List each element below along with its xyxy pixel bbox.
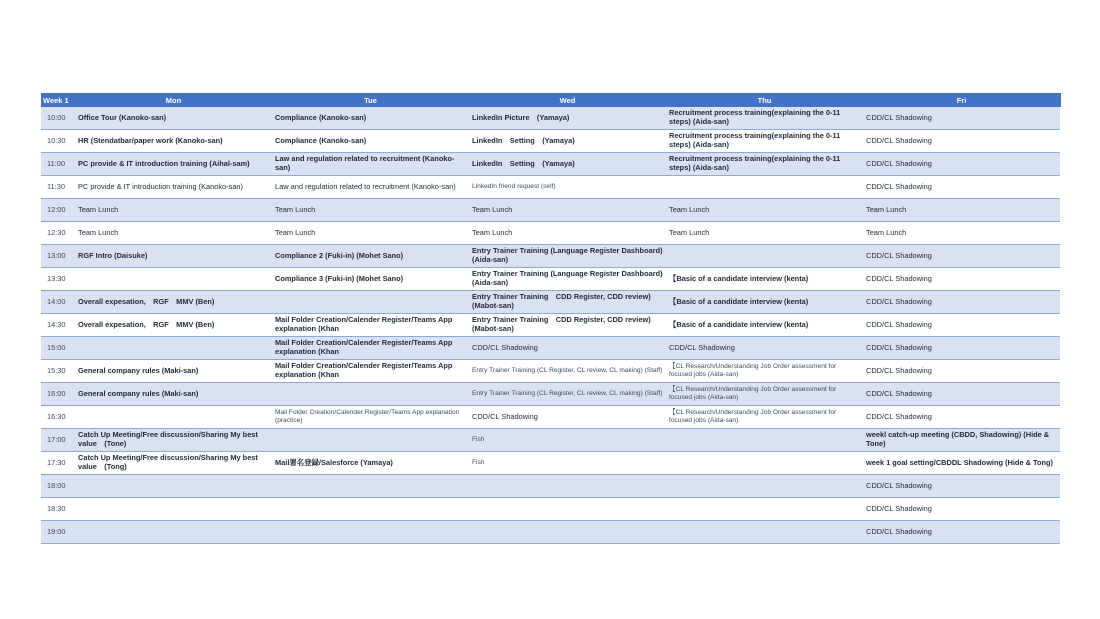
table-row xyxy=(41,521,1060,544)
fri-cell: CDD/CL Shadowing xyxy=(863,475,1060,498)
wed-cell: LinkedIn Setting (Yamaya) xyxy=(469,153,666,176)
mon-cell xyxy=(75,498,272,521)
wed-cell: LinkedIn Picture (Yamaya) xyxy=(469,107,666,130)
mon-cell xyxy=(75,475,272,498)
week-label: Week 1 xyxy=(41,93,75,107)
table-row xyxy=(41,199,1060,222)
tue-cell: Compliance (Kanoko-san) xyxy=(272,130,469,153)
fri-cell: CDD/CL Shadowing xyxy=(863,153,1060,176)
wed-cell: Team Lunch xyxy=(469,222,666,245)
fri-cell: CDD/CL Shadowing xyxy=(863,314,1060,337)
mon-cell: RGF Intro (Daisuke) xyxy=(75,245,272,268)
table-row xyxy=(41,406,1060,429)
day-header-wed: Wed xyxy=(469,93,666,107)
day-header-thu: Thu xyxy=(666,93,863,107)
thu-cell: Recruitment process training(explaining the 0-11 steps) (Aida-san) xyxy=(666,153,863,176)
tue-cell: Law and regulation related to recruitment (Kanoko-san) xyxy=(272,153,469,176)
tue-cell: Compliance 3 (Fuki-in) (Mohet Sano) xyxy=(272,268,469,291)
table-row xyxy=(41,475,1060,498)
fri-cell: CDD/CL Shadowing xyxy=(863,291,1060,314)
time-cell: 15:30 xyxy=(41,360,75,383)
thu-cell xyxy=(666,521,863,544)
table-row xyxy=(41,107,1060,130)
mon-cell: Overall expesation, RGF MMV (Ben) xyxy=(75,291,272,314)
table-row xyxy=(41,130,1060,153)
mon-cell: HR (Stendatbar/paper work (Kanoko-san) xyxy=(75,130,272,153)
wed-cell: Entry Trainer Training (CL Register, CL review, CL making) (Staff) xyxy=(469,360,666,383)
table-row xyxy=(41,176,1060,199)
wed-cell: Entry Trainer Training (Language Register Dashboard) (Aida-san) xyxy=(469,245,666,268)
time-cell: 19:00 xyxy=(41,521,75,544)
time-cell: 14:00 xyxy=(41,291,75,314)
table-row xyxy=(41,360,1060,383)
table-row xyxy=(41,383,1060,406)
thu-cell: 【Basic of a candidate interview (kenta) xyxy=(666,314,863,337)
wed-cell xyxy=(469,498,666,521)
wed-cell: Fish xyxy=(469,452,666,475)
wed-cell: Entry Trainer Training CDD Register, CDD review) (Mabot-san) xyxy=(469,314,666,337)
time-cell: 13:00 xyxy=(41,245,75,268)
mon-cell xyxy=(75,337,272,360)
time-cell: 12:00 xyxy=(41,199,75,222)
thu-cell xyxy=(666,429,863,452)
mon-cell: PC provide & IT introduction training (Aihal-sam) xyxy=(75,153,272,176)
table-row xyxy=(41,429,1060,452)
fri-cell: Team Lunch xyxy=(863,199,1060,222)
fri-cell: CDD/CL Shadowing xyxy=(863,130,1060,153)
fri-cell: Team Lunch xyxy=(863,222,1060,245)
fri-cell: CDD/CL Shadowing xyxy=(863,337,1060,360)
fri-cell: week 1 goal setting/CBDDL Shadowing (Hide & Tong) xyxy=(863,452,1060,475)
wed-cell: LinkedIn friend request (self) xyxy=(469,176,666,199)
table-row xyxy=(41,153,1060,176)
mon-cell: General company rules (Maki-san) xyxy=(75,383,272,406)
fri-cell: CDD/CL Shadowing xyxy=(863,360,1060,383)
tue-cell: Team Lunch xyxy=(272,199,469,222)
time-cell: 17:00 xyxy=(41,429,75,452)
tue-cell: Team Lunch xyxy=(272,222,469,245)
fri-cell: CDD/CL Shadowing xyxy=(863,406,1060,429)
mon-cell: Office Tour (Kanoko-san) xyxy=(75,107,272,130)
table-row xyxy=(41,291,1060,314)
thu-cell xyxy=(666,475,863,498)
day-header-mon: Mon xyxy=(75,93,272,107)
table-row xyxy=(41,498,1060,521)
tue-cell: Compliance (Kanoko-san) xyxy=(272,107,469,130)
day-header-fri: Fri xyxy=(863,93,1060,107)
mon-cell xyxy=(75,406,272,429)
thu-cell: Team Lunch xyxy=(666,199,863,222)
table-row xyxy=(41,222,1060,245)
tue-cell xyxy=(272,498,469,521)
time-cell: 13:30 xyxy=(41,268,75,291)
tue-cell xyxy=(272,475,469,498)
table-row xyxy=(41,314,1060,337)
tue-cell: Mail Folder Creation/Calender Register/Teams App explanation (practice) xyxy=(272,406,469,429)
wed-cell xyxy=(469,521,666,544)
time-cell: 10:30 xyxy=(41,130,75,153)
wed-cell: Entry Trainer Training (Language Register Dashboard) (Aida-san) xyxy=(469,268,666,291)
wed-cell: Entry Trainer Training (CL Register, CL review, CL making) (Staff) xyxy=(469,383,666,406)
thu-cell: 【Basic of a candidate interview (kenta) xyxy=(666,268,863,291)
day-header-tue: Tue xyxy=(272,93,469,107)
mon-cell: General company rules (Maki-san) xyxy=(75,360,272,383)
time-cell: 10:00 xyxy=(41,107,75,130)
fri-cell: weekl catch-up meeting (CBDD, Shadowing) (Hide & Tone) xyxy=(863,429,1060,452)
time-cell: 18:30 xyxy=(41,498,75,521)
wed-cell: CDD/CL Shadowing xyxy=(469,406,666,429)
thu-cell xyxy=(666,498,863,521)
thu-cell: CDD/CL Shadowing xyxy=(666,337,863,360)
thu-cell xyxy=(666,245,863,268)
tue-cell: Law and regulation related to recruitment (Kanoko-san) xyxy=(272,176,469,199)
thu-cell: 【CL Research/Understanding Job Order assessment for focused jobs (Aida-san) xyxy=(666,383,863,406)
mon-cell: Overall expesation, RGF MMV (Ben) xyxy=(75,314,272,337)
thu-cell: Recruitment process training(explaining the 0-11 steps) (Aida-san) xyxy=(666,107,863,130)
wed-cell: Entry Trainer Training CDD Register, CDD review) (Mabot-san) xyxy=(469,291,666,314)
thu-cell xyxy=(666,176,863,199)
wed-cell: Team Lunch xyxy=(469,199,666,222)
mon-cell: Catch Up Meeting/Free discussion/Sharing My best value (Tone) xyxy=(75,429,272,452)
wed-cell: LinkedIn Setting (Yamaya) xyxy=(469,130,666,153)
time-cell: 17:30 xyxy=(41,452,75,475)
fri-cell: CDD/CL Shadowing xyxy=(863,268,1060,291)
table-row xyxy=(41,268,1060,291)
mon-cell: Team Lunch xyxy=(75,199,272,222)
thu-cell: Recruitment process training(explaining the 0-11 steps) (Aida-san) xyxy=(666,130,863,153)
header-row xyxy=(41,93,1060,107)
time-cell: 14:30 xyxy=(41,314,75,337)
mon-cell: PC provide & IT introduction training (Kanoko-san) xyxy=(75,176,272,199)
mon-cell xyxy=(75,521,272,544)
thu-cell xyxy=(666,452,863,475)
tue-cell: Mail署名登録/Salesforce (Yamaya) xyxy=(272,452,469,475)
tue-cell: Compliance 2 (Fuki-in) (Mohet Sano) xyxy=(272,245,469,268)
tue-cell: Mail Folder Creation/Calender Register/Teams App explanation (Khan xyxy=(272,337,469,360)
time-cell: 16:30 xyxy=(41,406,75,429)
tue-cell xyxy=(272,383,469,406)
table-row xyxy=(41,452,1060,475)
fri-cell: CDD/CL Shadowing xyxy=(863,107,1060,130)
table-row xyxy=(41,245,1060,268)
tue-cell: Mail Folder Creation/Calender Register/Teams App explanation (Khan xyxy=(272,360,469,383)
wed-cell: CDD/CL Shadowing xyxy=(469,337,666,360)
mon-cell xyxy=(75,268,272,291)
schedule-table xyxy=(41,93,1061,544)
time-cell: 16:00 xyxy=(41,383,75,406)
wed-cell xyxy=(469,475,666,498)
tue-cell xyxy=(272,521,469,544)
tue-cell xyxy=(272,291,469,314)
thu-cell: Team Lunch xyxy=(666,222,863,245)
mon-cell: Catch Up Meeting/Free discussion/Sharing My best value (Tong) xyxy=(75,452,272,475)
time-cell: 11:00 xyxy=(41,153,75,176)
thu-cell: 【CL Research/Understanding Job Order assessment for focused jobs (Aida-san) xyxy=(666,360,863,383)
table-row xyxy=(41,337,1060,360)
wed-cell: Fish xyxy=(469,429,666,452)
thu-cell: 【Basic of a candidate interview (kenta) xyxy=(666,291,863,314)
fri-cell: CDD/CL Shadowing xyxy=(863,498,1060,521)
time-cell: 12:30 xyxy=(41,222,75,245)
time-cell: 18:00 xyxy=(41,475,75,498)
fri-cell: CDD/CL Shadowing xyxy=(863,245,1060,268)
tue-cell xyxy=(272,429,469,452)
time-cell: 11:30 xyxy=(41,176,75,199)
fri-cell: CDD/CL Shadowing xyxy=(863,383,1060,406)
tue-cell: Mail Folder Creation/Calender Register/Teams App explanation (Khan xyxy=(272,314,469,337)
mon-cell: Team Lunch xyxy=(75,222,272,245)
fri-cell: CDD/CL Shadowing xyxy=(863,176,1060,199)
thu-cell: 【CL Research/Understanding Job Order assessment for focused jobs (Aida-san) xyxy=(666,406,863,429)
fri-cell: CDD/CL Shadowing xyxy=(863,521,1060,544)
time-cell: 15:00 xyxy=(41,337,75,360)
